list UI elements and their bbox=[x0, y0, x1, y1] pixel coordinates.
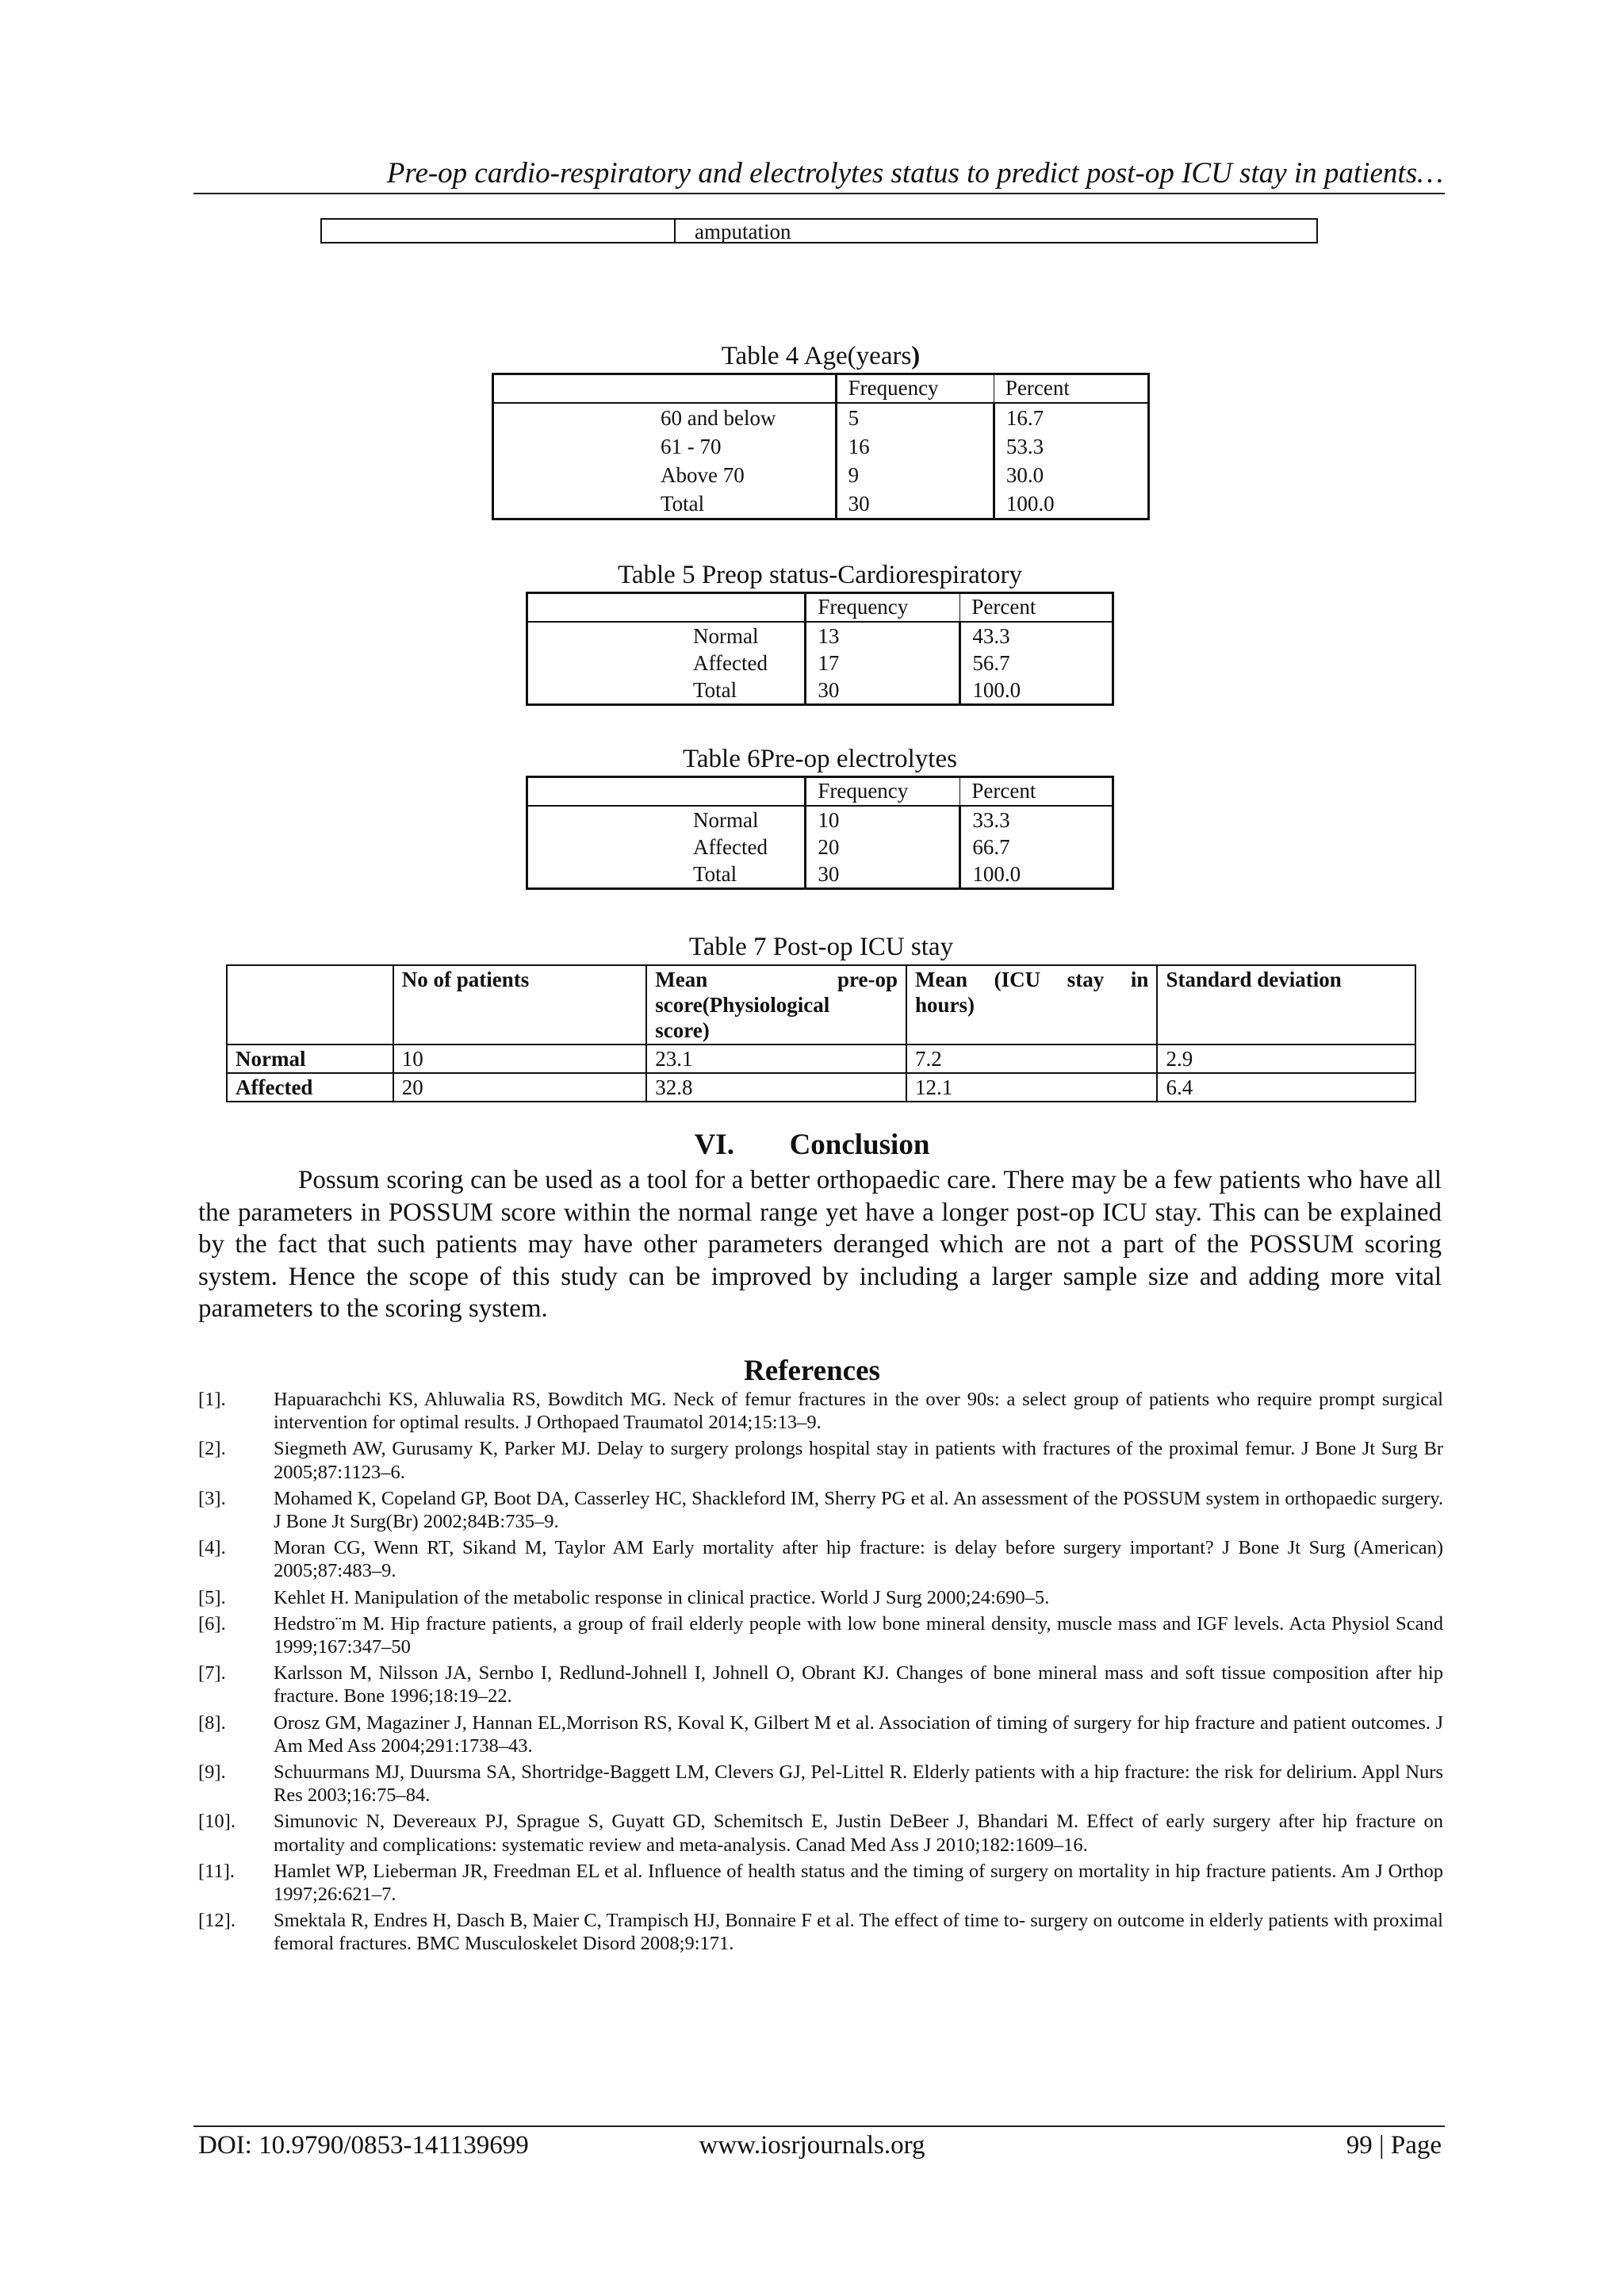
row-sd: 2.9 bbox=[1157, 1045, 1415, 1073]
row-label: Affected bbox=[693, 651, 768, 675]
reference-item bbox=[198, 1662, 1443, 1708]
reference-text: Moran CG, Wenn RT, Sikand M, Taylor AM Early mortality after hip fracture: is delay before surgery important? J Bone Jt Surg (American) 2005;87:483–9. bbox=[274, 1537, 1443, 1582]
footer-page-number: 99 | Page bbox=[1346, 2131, 1442, 2160]
table5-header-blank bbox=[527, 593, 806, 623]
table6-caption: Table 6Pre-op electrolytes bbox=[683, 745, 957, 773]
table6-header-blank bbox=[527, 777, 806, 807]
continued-table-divider bbox=[674, 220, 676, 242]
reference-item bbox=[198, 1761, 1443, 1807]
table5 bbox=[526, 592, 1114, 706]
reference-text: Hedstro¨m M. Hip fracture patients, a group of frail elderly people with low bone mineral density, muscle mass and IGF levels. Acta Physiol Scand 1999;167:347–50 bbox=[274, 1612, 1443, 1658]
row-patients: 20 bbox=[393, 1073, 646, 1102]
reference-text: Hamlet WP, Lieberman JR, Freedman EL et al. Influence of health status and the timing of surgery on mortality in hip fracture patients. Am J Orthop 1997;26:621–7. bbox=[274, 1860, 1443, 1906]
row-percent: 16.7 bbox=[1005, 406, 1044, 430]
row-frequency: 30 bbox=[806, 677, 960, 705]
reference-number: [11]. bbox=[198, 1860, 236, 1882]
row-frequency: 5 bbox=[836, 403, 994, 432]
reference-text: Simunovic N, Devereaux PJ, Sprague S, Guyatt GD, Schemitsch E, Justin DeBeer J, Bhandari M. Effect of early surgery after hip fracture on mortality and complications: systematic review and meta-analysis. Canad Med Ass J 2010;182:1609–16. bbox=[274, 1811, 1443, 1856]
mean-icu-line1: Mean (ICU stay in bbox=[915, 968, 1149, 991]
reference-number: [5]. bbox=[198, 1586, 226, 1608]
reference-item bbox=[198, 1586, 1443, 1609]
row-label: Total bbox=[693, 862, 737, 886]
footer-doi: DOI: 10.9790/0853-141139699 bbox=[198, 2131, 529, 2160]
table-row bbox=[493, 461, 1149, 489]
footer-website: www.iosrjournals.org bbox=[699, 2131, 925, 2160]
continued-table-row bbox=[320, 218, 1318, 243]
row-frequency: 30 bbox=[806, 861, 960, 889]
table4-col-frequency: Frequency bbox=[836, 374, 994, 404]
table5-col-percent: Percent bbox=[960, 593, 1113, 623]
table7-caption: Table 7 Post-op ICU stay bbox=[688, 933, 954, 961]
mean-score-word: Mean bbox=[655, 968, 708, 991]
row-percent: 100.0 bbox=[972, 678, 1021, 702]
mean-score-line1 bbox=[655, 967, 898, 992]
running-header: Pre-op cardio-respiratory and electrolytes status to predict post-op ICU stay in patients… bbox=[386, 157, 1443, 190]
table7-header-blank bbox=[227, 965, 393, 1045]
pre-op-word: pre-op bbox=[837, 968, 898, 991]
reference-number: [4]. bbox=[198, 1537, 226, 1559]
table6-col-frequency: Frequency bbox=[806, 777, 960, 807]
row-percent: 43.3 bbox=[972, 624, 1010, 648]
reference-number: [2]. bbox=[198, 1438, 226, 1460]
table-row bbox=[493, 403, 1149, 432]
row-group: Affected bbox=[227, 1073, 393, 1102]
section-title: Conclusion bbox=[789, 1129, 930, 1161]
row-frequency: 20 bbox=[806, 834, 960, 861]
table5-header-row bbox=[527, 593, 1113, 623]
row-frequency: 10 bbox=[806, 806, 960, 834]
reference-item bbox=[198, 1536, 1443, 1582]
table7-col-patients: No of patients bbox=[393, 965, 646, 1045]
row-mean-icu: 7.2 bbox=[906, 1045, 1157, 1073]
reference-number: [6]. bbox=[198, 1612, 226, 1635]
table6 bbox=[526, 776, 1114, 890]
reference-number: [10]. bbox=[198, 1811, 236, 1833]
table4 bbox=[492, 373, 1150, 520]
table4-header-row bbox=[493, 374, 1149, 404]
row-percent: 66.7 bbox=[972, 835, 1010, 859]
mean-score-line3: score) bbox=[655, 1018, 710, 1042]
row-percent: 30.0 bbox=[1005, 463, 1044, 487]
footer-rule bbox=[193, 2125, 1445, 2127]
table6-col-percent: Percent bbox=[960, 777, 1113, 807]
section-number: VI. bbox=[694, 1129, 734, 1161]
reference-list bbox=[198, 1388, 1443, 1959]
conclusion-heading bbox=[0, 1128, 1624, 1163]
row-mean-score: 23.1 bbox=[646, 1045, 906, 1073]
table-row bbox=[527, 806, 1113, 834]
row-frequency: 30 bbox=[836, 489, 994, 519]
row-label: Affected bbox=[693, 835, 768, 859]
table4-col-percent: Percent bbox=[994, 374, 1148, 404]
mean-score-line2: score(Physiological bbox=[655, 993, 830, 1017]
reference-text: Orosz GM, Magaziner J, Hannan EL,Morrison RS, Koval K, Gilbert M et al. Association of timing of surgery for hip fracture and patient outcomes. J Am Med Ass 2004;291:1738–43. bbox=[274, 1711, 1443, 1757]
row-patients: 10 bbox=[393, 1045, 646, 1073]
reference-text: Siegmeth AW, Gurusamy K, Parker MJ. Delay to surgery prolongs hospital stay in patients with fractures of the proximal femur. J Bone Jt Surg Br 2005;87:1123–6. bbox=[274, 1438, 1443, 1483]
conclusion-paragraph: Possum scoring can be used as a tool for a better orthopaedic care. There may be a few patients who have all the parameters in POSSUM score within the normal range yet have a longer post-op ICU stay. This can be explained by the fact that such patients may have other parameters deranged which are not a part of the POSSUM scoring system. Hence the scope of this study can be improved by including a larger sample size and adding more vital parameters to the scoring system. bbox=[198, 1166, 1442, 1324]
reference-item bbox=[198, 1487, 1443, 1533]
continued-table-cell: amputation bbox=[695, 220, 791, 243]
row-percent: 33.3 bbox=[972, 808, 1010, 832]
mean-icu-line2: hours) bbox=[915, 993, 975, 1017]
table4-caption bbox=[492, 341, 1150, 371]
table7-col-mean-score bbox=[646, 965, 906, 1045]
row-percent: 100.0 bbox=[972, 862, 1021, 886]
row-frequency: 13 bbox=[806, 622, 960, 650]
header-rule bbox=[193, 193, 1445, 194]
row-mean-score: 32.8 bbox=[646, 1073, 906, 1102]
table7-header-row bbox=[227, 965, 1415, 1045]
table-row bbox=[527, 622, 1113, 650]
table6-header-row bbox=[527, 777, 1113, 807]
reference-number: [3]. bbox=[198, 1487, 226, 1509]
row-label: 60 and below bbox=[661, 406, 776, 430]
row-percent: 56.7 bbox=[972, 651, 1010, 675]
reference-number: [9]. bbox=[198, 1761, 226, 1784]
row-label: Total bbox=[661, 492, 705, 516]
reference-text: Karlsson M, Nilsson JA, Sernbo I, Redlund-Johnell I, Johnell O, Obrant KJ. Changes of bone mineral mass and soft tissue composition after hip fracture. Bone 1996;18:19–22. bbox=[274, 1662, 1443, 1708]
table-row bbox=[227, 1045, 1415, 1073]
table-row bbox=[527, 834, 1113, 861]
reference-item bbox=[198, 1909, 1443, 1955]
table7-col-mean-icu bbox=[906, 965, 1157, 1045]
row-label: Normal bbox=[693, 808, 759, 832]
row-mean-icu: 12.1 bbox=[906, 1073, 1157, 1102]
reference-text: Hapuarachchi KS, Ahluwalia RS, Bowditch MG. Neck of femur fractures in the over 90s: a select group of patients who require prompt surgical intervention for optimal results. J Orthopaed Traumatol 2014;15:13–9. bbox=[274, 1389, 1443, 1434]
row-percent: 100.0 bbox=[1005, 492, 1055, 516]
reference-text: Smektala R, Endres H, Dasch B, Maier C, Trampisch HJ, Bonnaire F et al. The effect of time to- surgery on outcome in elderly patients with proximal femoral fractures. BMC Musculoskelet Disord 2008;9:171. bbox=[274, 1910, 1443, 1955]
row-group: Normal bbox=[227, 1045, 393, 1073]
reference-number: [7]. bbox=[198, 1662, 226, 1685]
table7 bbox=[226, 964, 1416, 1102]
reference-item bbox=[198, 1612, 1443, 1658]
row-label: 61 - 70 bbox=[661, 435, 722, 458]
table4-caption-text: Table 4 Age(years bbox=[721, 342, 912, 370]
reference-number: [12]. bbox=[198, 1910, 236, 1932]
table-row bbox=[527, 861, 1113, 889]
table-row bbox=[527, 650, 1113, 677]
reference-item bbox=[198, 1711, 1443, 1757]
row-frequency: 16 bbox=[836, 432, 994, 461]
reference-item bbox=[198, 1860, 1443, 1906]
row-frequency: 17 bbox=[806, 650, 960, 677]
reference-text: Mohamed K, Copeland GP, Boot DA, Casserley HC, Shackleford IM, Sherry PG et al. An assessment of the POSSUM system in orthopaedic surgery. J Bone Jt Surg(Br) 2002;84B:735–9. bbox=[274, 1487, 1443, 1533]
reference-item bbox=[198, 1437, 1443, 1483]
table-row bbox=[493, 432, 1149, 461]
reference-item bbox=[198, 1388, 1443, 1434]
table5-caption: Table 5 Preop status-Cardiorespiratory bbox=[618, 561, 1022, 589]
table4-header-blank bbox=[493, 374, 837, 404]
table-row bbox=[227, 1073, 1415, 1102]
table-row bbox=[527, 677, 1113, 705]
table-row bbox=[493, 489, 1149, 519]
row-label: Above 70 bbox=[661, 463, 745, 487]
table7-col-sd: Standard deviation bbox=[1157, 965, 1415, 1045]
row-label: Normal bbox=[693, 624, 759, 648]
reference-text: Schuurmans MJ, Duursma SA, Shortridge-Baggett LM, Clevers GJ, Pel-Littel R. Elderly patients with a hip fracture: the risk for delirium. Appl Nurs Res 2003;16:75–84. bbox=[274, 1761, 1443, 1807]
row-label: Total bbox=[693, 678, 737, 702]
reference-number: [8]. bbox=[198, 1711, 226, 1734]
reference-text: Kehlet H. Manipulation of the metabolic response in clinical practice. World J Surg 2000;24:690–5. bbox=[274, 1586, 1050, 1608]
reference-number: [1]. bbox=[198, 1389, 226, 1410]
table4-caption-paren: ) bbox=[911, 342, 921, 370]
references-heading: References bbox=[744, 1355, 880, 1387]
row-frequency: 9 bbox=[836, 461, 994, 489]
table5-col-frequency: Frequency bbox=[806, 593, 960, 623]
row-percent: 53.3 bbox=[1005, 435, 1044, 458]
row-sd: 6.4 bbox=[1157, 1073, 1415, 1102]
reference-item bbox=[198, 1810, 1443, 1856]
